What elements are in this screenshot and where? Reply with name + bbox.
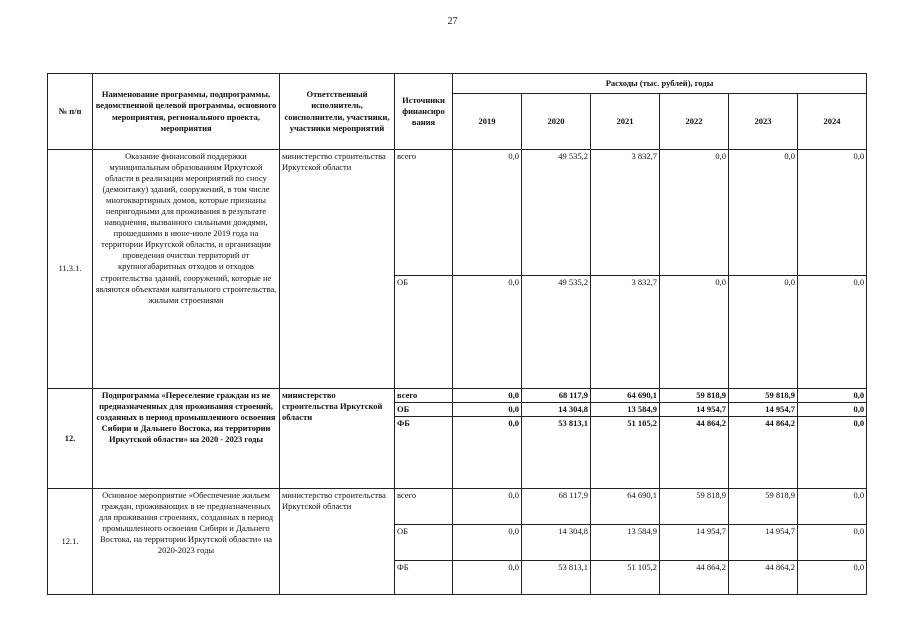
value-cell: 53 813,1 xyxy=(522,561,591,595)
col-header-name: Наименование программы, подпрограммы, ведомственной целевой программы, основного мероприятия, регионального проекта, мероприятия xyxy=(93,74,280,150)
value-cell: 0,0 xyxy=(798,389,867,403)
value-cell: 68 117,9 xyxy=(522,389,591,403)
value-cell: 0,0 xyxy=(729,150,798,276)
table-row xyxy=(48,489,867,525)
col-header-num: № п/п xyxy=(48,74,93,150)
col-header-year: 2021 xyxy=(591,94,660,150)
source-label: ФБ xyxy=(395,417,453,489)
value-cell: 49 535,2 xyxy=(522,276,591,389)
value-cell: 59 818,9 xyxy=(729,489,798,525)
value-cell: 0,0 xyxy=(453,417,522,489)
source-label: всего xyxy=(395,150,453,276)
header-row-top xyxy=(48,74,867,94)
value-cell: 68 117,9 xyxy=(522,489,591,525)
col-header-expenses: Расходы (тыс. рублей), годы xyxy=(453,74,867,94)
value-cell: 0,0 xyxy=(453,525,522,561)
value-cell: 14 954,7 xyxy=(660,403,729,417)
value-cell: 0,0 xyxy=(798,403,867,417)
row-name: Подпрограмма «Переселение граждан из не предназначенных для проживания строений, созданных в период промышленного освоения Сибири и Дальнего Востока, на территории Иркутской области» на 2020 - 2023 годы xyxy=(93,389,280,489)
table-row xyxy=(48,150,867,276)
value-cell: 51 105,2 xyxy=(591,417,660,489)
col-header-responsible: Ответственный исполнитель, соисполнители, участники, участники мероприятий xyxy=(280,74,395,150)
source-label: всего xyxy=(395,389,453,403)
table-row xyxy=(48,389,867,403)
value-cell: 0,0 xyxy=(798,417,867,489)
value-cell: 51 105,2 xyxy=(591,561,660,595)
value-cell: 0,0 xyxy=(660,276,729,389)
source-label: ОБ xyxy=(395,403,453,417)
value-cell: 0,0 xyxy=(729,276,798,389)
row-responsible: министерство строительства Иркутской области xyxy=(280,150,395,389)
value-cell: 44 864,2 xyxy=(660,561,729,595)
value-cell: 0,0 xyxy=(453,489,522,525)
source-label: всего xyxy=(395,489,453,525)
value-cell: 49 535,2 xyxy=(522,150,591,276)
value-cell: 3 832,7 xyxy=(591,276,660,389)
value-cell: 0,0 xyxy=(453,403,522,417)
value-cell: 44 864,2 xyxy=(729,417,798,489)
value-cell: 59 818,9 xyxy=(660,389,729,403)
row-number: 12. xyxy=(48,389,93,489)
page-number: 27 xyxy=(447,16,458,27)
source-label: ФБ xyxy=(395,561,453,595)
value-cell: 59 818,9 xyxy=(729,389,798,403)
value-cell: 0,0 xyxy=(453,150,522,276)
value-cell: 0,0 xyxy=(798,276,867,389)
value-cell: 59 818,9 xyxy=(660,489,729,525)
row-number: 12.1. xyxy=(48,489,93,595)
value-cell: 14 304,8 xyxy=(522,525,591,561)
col-header-year: 2020 xyxy=(522,94,591,150)
row-responsible: министерство строительства Иркутской области xyxy=(280,389,395,489)
value-cell: 0,0 xyxy=(798,525,867,561)
value-cell: 0,0 xyxy=(798,489,867,525)
value-cell: 0,0 xyxy=(798,150,867,276)
budget-table xyxy=(47,73,867,595)
value-cell: 64 690,1 xyxy=(591,489,660,525)
value-cell: 44 864,2 xyxy=(660,417,729,489)
value-cell: 0,0 xyxy=(798,561,867,595)
value-cell: 3 832,7 xyxy=(591,150,660,276)
source-label: ОБ xyxy=(395,525,453,561)
value-cell: 14 954,7 xyxy=(660,525,729,561)
row-number: 11.3.1. xyxy=(48,150,93,389)
value-cell: 14 304,8 xyxy=(522,403,591,417)
source-label: ОБ xyxy=(395,276,453,389)
value-cell: 13 584,9 xyxy=(591,403,660,417)
value-cell: 0,0 xyxy=(453,276,522,389)
row-name: Основное мероприятие «Обеспечение жильем граждан, проживающих в не предназначенных для проживания строениях, созданных в период промышленного освоения Сибири и Дальнего Востока, на территории Иркутской области» на 2020-2023 годы xyxy=(93,489,280,595)
value-cell: 64 690,1 xyxy=(591,389,660,403)
col-header-sources: Источники финансиро вания xyxy=(395,74,453,150)
col-header-year: 2019 xyxy=(453,94,522,150)
col-header-year: 2024 xyxy=(798,94,867,150)
value-cell: 0,0 xyxy=(453,389,522,403)
value-cell: 13 584,9 xyxy=(591,525,660,561)
col-header-year: 2023 xyxy=(729,94,798,150)
value-cell: 0,0 xyxy=(660,150,729,276)
col-header-year: 2022 xyxy=(660,94,729,150)
row-name: Оказание финансовой поддержки муниципальным образованиям Иркутской области в реализации мероприятий по сносу (демонтажу) зданий, сооружений, в том числе многоквартирных домов, которые признаны непригодными для проживания в результате наводнения, вызванного сильными дождями, прошедшими в июне-июле 2019 года на территории Иркутской области, и организации проведения очистки территорий от крупногабаритных отходов и отходов строительства зданий, сооружений, которые не являются объектами капитального строительства, жилыми строениями xyxy=(93,150,280,389)
value-cell: 14 954,7 xyxy=(729,525,798,561)
value-cell: 0,0 xyxy=(453,561,522,595)
row-responsible: министерство строительства Иркутской области xyxy=(280,489,395,595)
value-cell: 14 954,7 xyxy=(729,403,798,417)
value-cell: 53 813,1 xyxy=(522,417,591,489)
value-cell: 44 864,2 xyxy=(729,561,798,595)
